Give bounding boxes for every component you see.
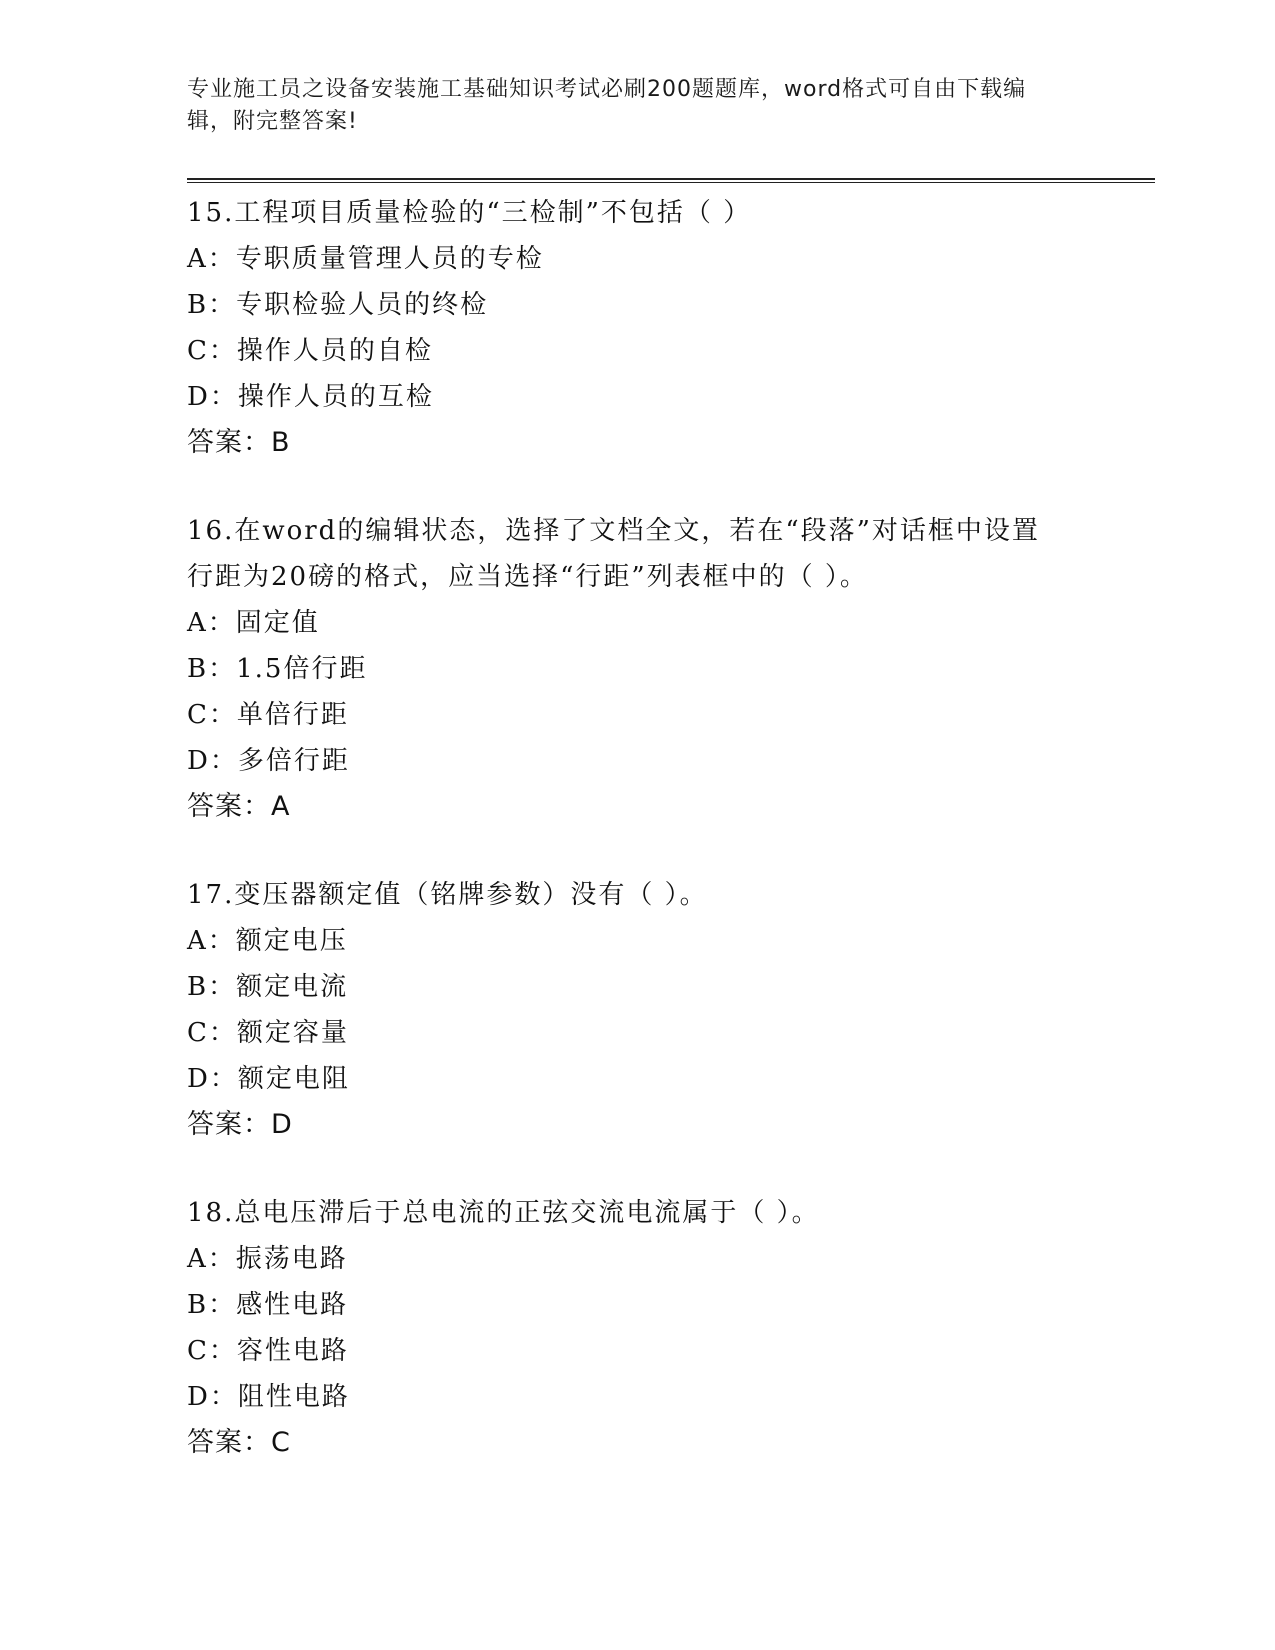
option-a: A：额定电压 (187, 926, 348, 956)
option-b: B：专职检验人员的终检 (187, 290, 489, 320)
option-c: C：操作人员的自检 (187, 336, 433, 366)
option-d: D：阻性电路 (187, 1382, 350, 1412)
question-text: 15.工程项目质量检验的“三检制”不包括（ ） (187, 198, 752, 228)
question-item (187, 508, 1155, 830)
question-text: 17.变压器额定值（铭牌参数）没有（ ）。 (187, 880, 708, 910)
option-a: A：固定值 (187, 608, 320, 638)
option-d: D：操作人员的互检 (187, 382, 434, 412)
option-d: D：多倍行距 (187, 746, 350, 776)
answer-label: 答案：A (187, 791, 291, 822)
answer-label: 答案：C (187, 1427, 291, 1458)
option-a: A：专职质量管理人员的专检 (187, 244, 544, 274)
answer-label: 答案：D (187, 1109, 293, 1140)
option-c: C：额定容量 (187, 1018, 349, 1048)
question-list (187, 190, 1155, 1508)
question-text: 16.在word的编辑状态，选择了文档全文，若在“段落”对话框中设置行距为20磅的格式，应当选择“行距”列表框中的（ ）。 (187, 516, 1040, 592)
option-a: A：振荡电路 (187, 1244, 348, 1274)
question-item (187, 190, 1155, 466)
header-divider (187, 178, 1155, 183)
option-b: B：1.5倍行距 (187, 654, 368, 684)
document-header: 专业施工员之设备安装施工基础知识考试必刷200题题库，word格式可自由下载编辑，附完整答案! (187, 77, 1027, 134)
option-d: D：额定电阻 (187, 1064, 350, 1094)
option-b: B：感性电路 (187, 1290, 349, 1320)
question-item (187, 1190, 1155, 1466)
option-c: C：单倍行距 (187, 700, 349, 730)
option-c: C：容性电路 (187, 1336, 349, 1366)
question-item (187, 872, 1155, 1148)
question-text: 18.总电压滞后于总电流的正弦交流电流属于（ ）。 (187, 1198, 820, 1228)
answer-label: 答案：B (187, 427, 291, 458)
option-b: B：额定电流 (187, 972, 349, 1002)
